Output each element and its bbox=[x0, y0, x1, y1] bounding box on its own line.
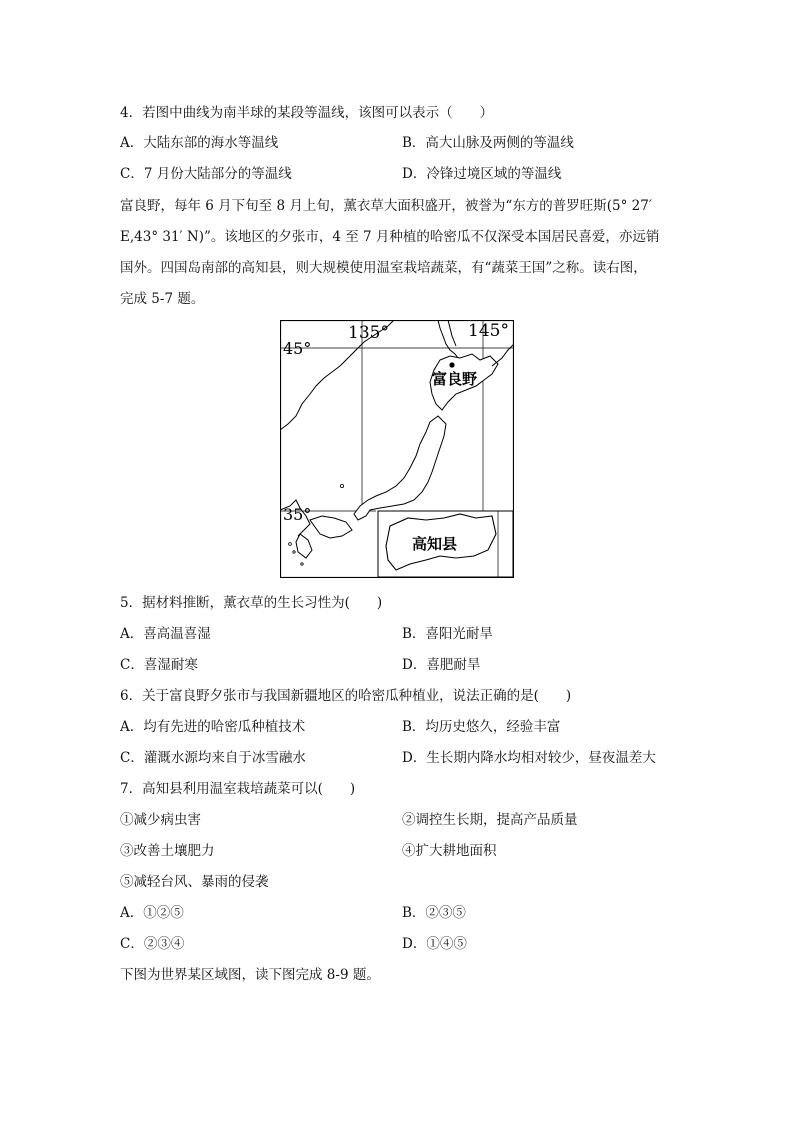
q4-option-c[interactable]: C．7 月份大陆部分的等温线 bbox=[120, 166, 292, 182]
q7-item-3: ③改善土壤肥力 bbox=[120, 843, 215, 859]
q7-stem: 7．高知县利用温室栽培蔬菜可以( ) bbox=[120, 781, 356, 797]
furano-label: 富良野 bbox=[432, 370, 478, 388]
lat-45-label: 45° bbox=[283, 339, 312, 358]
q4-stem: 4．若图中曲线为南半球的某段等温线，该图可以表示（ ） bbox=[120, 105, 494, 121]
q5-option-a[interactable]: A．喜高温喜湿 bbox=[120, 626, 211, 642]
q6-option-c[interactable]: C．灌溉水源均来自于冰雪融水 bbox=[120, 750, 306, 766]
q7-item-1: ①减少病虫害 bbox=[120, 812, 201, 828]
furano-marker bbox=[449, 362, 454, 367]
japan-map bbox=[280, 320, 514, 578]
lon-145-label: 145° bbox=[468, 321, 509, 341]
q4-option-b[interactable]: B．高大山脉及两侧的等温线 bbox=[402, 135, 574, 151]
q6-option-a[interactable]: A．均有先进的哈密瓜种植技术 bbox=[120, 719, 306, 735]
q7-option-c[interactable]: C．②③④ bbox=[120, 936, 185, 952]
q5-option-b[interactable]: B．喜阳光耐旱 bbox=[402, 626, 493, 642]
kochi-label: 高知县 bbox=[412, 535, 458, 553]
q4-option-a[interactable]: A．大陆东部的海水等温线 bbox=[120, 135, 279, 151]
lat-35-label: 35° bbox=[283, 505, 312, 524]
intro-line-2: E,43° 31′ N)”。该地区的夕张市，4 至 7 月种植的哈密瓜不仅深受本国居民喜爱，亦远销 bbox=[120, 229, 660, 245]
intro-line-3: 国外。四国岛南部的高知县，则大规模使用温室栽培蔬菜，有“蔬菜王国”之称。读右图， bbox=[120, 260, 647, 276]
q7-option-a[interactable]: A．①②⑤ bbox=[120, 905, 184, 921]
q7-option-d[interactable]: D．①④⑤ bbox=[402, 936, 467, 952]
q6-option-b[interactable]: B．均历史悠久，经验丰富 bbox=[402, 719, 561, 735]
next-section-intro: 下图为世界某区域图，读下图完成 8-9 题。 bbox=[120, 967, 380, 983]
q5-option-c[interactable]: C．喜湿耐寒 bbox=[120, 657, 198, 673]
q4-option-d[interactable]: D．冷锋过境区域的等温线 bbox=[402, 166, 562, 182]
q6-option-d[interactable]: D．生长期内降水均相对较少，昼夜温差大 bbox=[402, 750, 656, 766]
japan-map-svg bbox=[280, 320, 514, 578]
q7-option-b[interactable]: B．②③⑤ bbox=[402, 905, 466, 921]
intro-line-1: 富良野，每年 6 月下旬至 8 月上旬，薰衣草大面积盛开，被誉为“东方的普罗旺斯(5° 27′ bbox=[120, 198, 652, 214]
q5-stem: 5．据材料推断，薰衣草的生长习性为( ) bbox=[120, 595, 383, 611]
q7-item-2: ②调控生长期，提高产品质量 bbox=[402, 812, 578, 828]
q6-stem: 6．关于富良野夕张市与我国新疆地区的哈密瓜种植业，说法正确的是( ) bbox=[120, 688, 572, 704]
q5-option-d[interactable]: D．喜肥耐旱 bbox=[402, 657, 481, 673]
intro-line-4: 完成 5-7 题。 bbox=[120, 291, 205, 307]
q7-item-4: ④扩大耕地面积 bbox=[402, 843, 497, 859]
lon-135-label: 135° bbox=[348, 323, 389, 343]
q7-item-5: ⑤减轻台风、暴雨的侵袭 bbox=[120, 874, 269, 890]
